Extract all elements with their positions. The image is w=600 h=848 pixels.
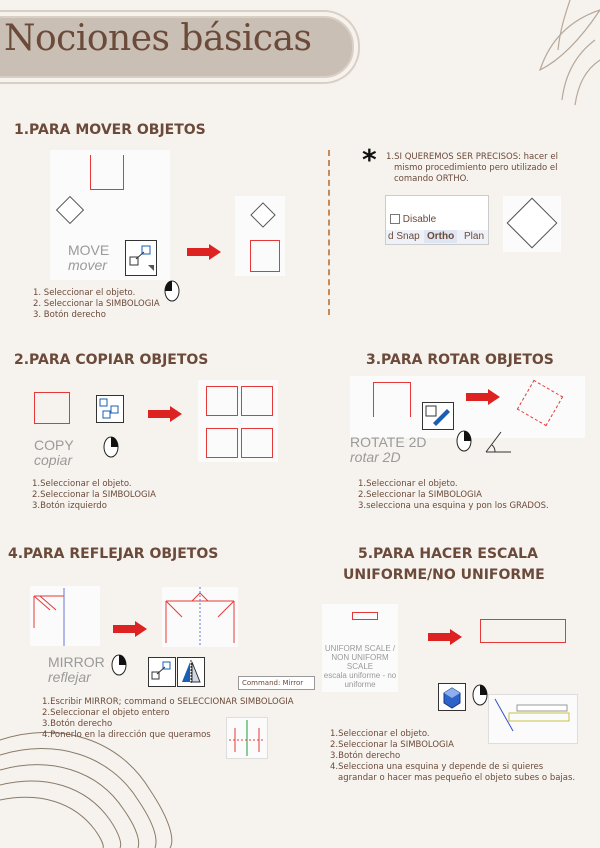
red-square — [34, 392, 70, 424]
disable-checkbox[interactable] — [390, 214, 400, 224]
heading-reflejar: 4.PARA REFLEJAR OBJETOS — [8, 546, 219, 562]
red-square — [250, 240, 280, 272]
rotar-steps: 1.Seleccionar el objeto. 2.Seleccionar la SIMBOLOGIA 3.selecciona una esquina y pon los GRADOS. — [358, 479, 549, 511]
red-open-square — [373, 382, 411, 417]
right-arrow-icon — [113, 621, 147, 637]
copiar-label: COPY copiar — [34, 437, 74, 468]
reflejar-steps: 1.Escribir MIRROR; command o SELECCIONAR SIMBOLOGIA 2.Seleccionar el objeto entero 3.Botón derecho 4.Ponerlo en la dirección que queramos — [42, 697, 294, 740]
mouse-icon — [472, 684, 488, 706]
red-square — [241, 428, 273, 458]
mirror-icon[interactable] — [148, 657, 176, 687]
heading-mover: 1.PARA MOVER OBJETOS — [14, 122, 206, 138]
right-arrow-icon — [466, 389, 500, 405]
asterisk-icon: * — [362, 143, 377, 176]
ortho-button[interactable]: Ortho — [424, 230, 457, 243]
mouse-icon — [103, 436, 119, 458]
escala-steps: 1.Seleccionar el objeto. 2.Seleccionar la SIMBOLOGIA 3.Botón derecho 4.Selecciona una esquina y depende de si quieres agrandar o hacer mas pequeño el objeto subes o bajas. — [330, 729, 576, 783]
copy-icon[interactable] — [96, 395, 124, 423]
mouse-icon — [456, 430, 472, 452]
ortho-note: 1.SI QUEREMOS SER PRECISOS: hacer el mismo procedimiento pero utilizado el comando ORTHO. — [386, 152, 558, 184]
red-small-rect — [352, 612, 378, 620]
red-square — [241, 386, 273, 416]
move-icon[interactable] — [125, 240, 157, 276]
page-title: Nociones básicas — [4, 18, 312, 59]
angle-icon — [483, 428, 513, 458]
red-square — [206, 386, 238, 416]
right-arrow-icon — [428, 629, 462, 645]
heading-escala-2: UNIFORME/NO UNIFORME — [343, 567, 545, 583]
mouse-icon — [164, 280, 180, 302]
mover-steps: 1. Seleccionar el objeto. 2. Seleccionar la SIMBOLOGIA 3. Botón derecho — [33, 288, 160, 320]
ortho-toolbar: Disable d Snap Ortho Plan — [385, 195, 489, 245]
red-scaled-rect — [480, 619, 566, 643]
mirror-alt-icon[interactable] — [177, 657, 205, 687]
right-arrow-icon — [148, 406, 182, 422]
command-line-input[interactable]: Command: Mirror — [238, 676, 315, 690]
reflejar-preview — [226, 717, 268, 759]
escala-label: UNIFORM SCALE / NON UNIFORM SCALE escala uniforme - no uniforme — [323, 644, 397, 689]
rotate-icon[interactable] — [422, 402, 454, 430]
rotar-label: ROTATE 2D rotar 2D — [350, 434, 427, 465]
heading-escala-1: 5.PARA HACER ESCALA — [358, 546, 538, 562]
red-open-square — [90, 155, 124, 190]
right-arrow-icon — [187, 244, 221, 260]
snap-button[interactable]: d Snap — [388, 231, 420, 242]
full-frame-shape — [162, 587, 238, 647]
mover-label: MOVE mover — [68, 242, 110, 273]
heading-copiar: 2.PARA COPIAR OBJETOS — [14, 352, 209, 368]
leaf-decoration-top — [470, 0, 600, 110]
copiar-steps: 1.Seleccionar el objeto. 2.Seleccionar la SIMBOLOGIA 3.Botón izquierdo — [32, 479, 156, 511]
half-frame-shape — [32, 588, 102, 648]
reflejar-label: MIRROR reflejar — [48, 654, 105, 685]
status-bar — [386, 230, 488, 244]
plan-button[interactable]: Plan — [464, 231, 485, 242]
heading-rotar: 3.PARA ROTAR OBJETOS — [366, 352, 554, 368]
divider-dashed — [328, 150, 330, 315]
mouse-icon — [111, 654, 127, 676]
scale-icon[interactable] — [438, 683, 466, 711]
red-square — [206, 428, 238, 458]
